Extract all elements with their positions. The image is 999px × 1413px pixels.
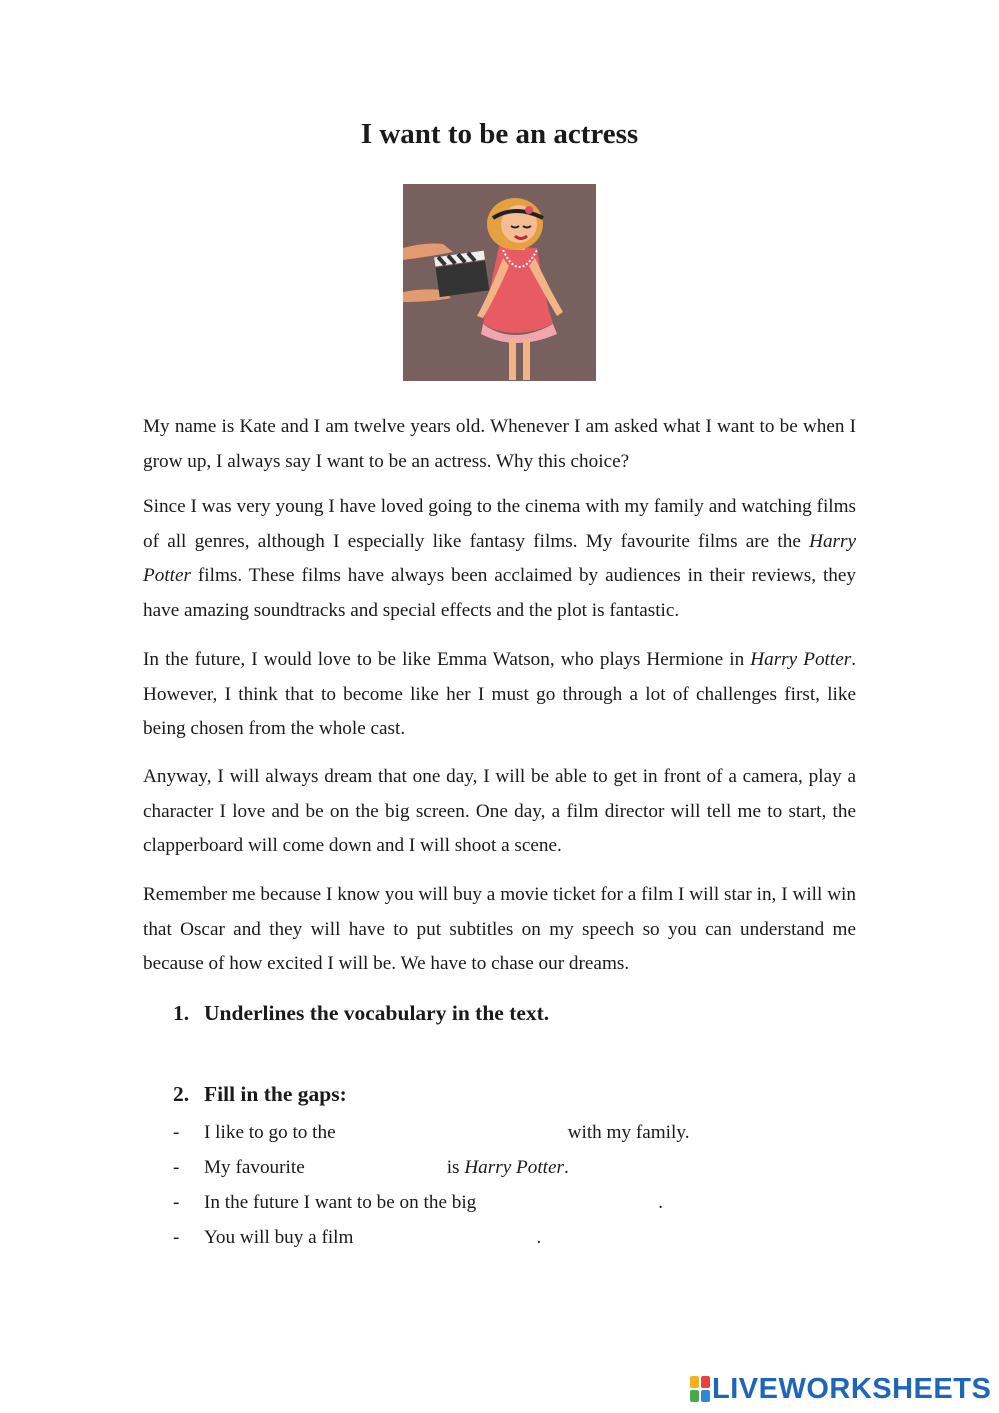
gap-sentence <box>173 1157 569 1179</box>
paragraph <box>143 760 856 864</box>
question-text: Fill in the gaps: <box>204 1082 347 1106</box>
sentence-end: . <box>658 1192 664 1213</box>
gap-sentence <box>173 1227 541 1249</box>
question-heading <box>173 1001 549 1026</box>
paragraph-text: . However, I think that to become like her I must go through a lot of challenges first, like being chosen from the whole cast. <box>143 649 856 740</box>
paragraph-text: In the future, I would love to be like Emma Watson, who plays Hermione in <box>143 649 751 670</box>
sentence-punctuation: . <box>564 1157 569 1178</box>
question-text: Underlines the vocabulary in the text. <box>204 1001 550 1025</box>
paragraph-text: films. These films have always been acclaimed by audiences in their reviews, they have amazing soundtracks and special effects and the plot is fantastic. <box>143 565 856 621</box>
answer-blank[interactable] <box>476 1192 658 1214</box>
paragraph <box>143 490 856 628</box>
answer-blank[interactable] <box>305 1157 447 1179</box>
sentence-end: with my family. <box>567 1122 690 1143</box>
film-title: Harry Potter <box>750 649 852 670</box>
paragraph-text: Since I was very young I have loved going to the cinema with my family and watching films of all genres, although I especially like fantasy films. My favourite films are the <box>143 496 856 552</box>
question-heading <box>173 1082 347 1107</box>
film-title: Harry Potter <box>464 1157 564 1178</box>
paragraph-text: Remember me because I know you will buy a movie ticket for a film I will star in, I will win that Oscar and they will have to put subtitles on my speech so you can understand me because of how excited I will be. We have to chase our dreams. <box>143 884 856 975</box>
sentence-end: . <box>536 1227 542 1248</box>
bullet-dash: - <box>173 1192 180 1213</box>
actress-illustration <box>403 184 596 381</box>
sentence-start: You will buy a film <box>204 1227 354 1248</box>
gap-sentence <box>173 1122 690 1144</box>
paragraph-text: My name is Kate and I am twelve years old. Whenever I am asked what I want to be when I grow up, I always say I want to be an actress. Why this choice? <box>143 416 856 472</box>
question-number: 2. <box>173 1082 190 1106</box>
bullet-dash: - <box>173 1122 180 1143</box>
gap-sentence <box>173 1192 663 1214</box>
answer-blank[interactable] <box>336 1122 568 1144</box>
paragraph <box>143 878 856 982</box>
sentence-end: is <box>446 1157 465 1178</box>
film-title: Harry Potter <box>143 530 856 587</box>
sentence-start: In the future I want to be on the big <box>204 1192 477 1213</box>
sentence-start: My favourite <box>204 1157 305 1178</box>
question-number: 1. <box>173 1001 190 1025</box>
paragraph <box>143 410 856 479</box>
liveworksheets-logo-icon <box>690 1376 710 1402</box>
paragraph <box>143 643 856 747</box>
paragraph-text: Anyway, I will always dream that one day, I will be able to get in front of a camera, play a character I love and be on the big screen. One day, a film director will tell me to start, the clapperboard will come down and I will shoot a scene. <box>143 766 856 857</box>
liveworksheets-footer[interactable] <box>690 1374 991 1404</box>
answer-blank[interactable] <box>353 1227 536 1249</box>
brand-name: LIVEWORKSHEETS <box>712 1373 992 1405</box>
sentence-start: I like to go to the <box>204 1122 336 1143</box>
worksheet-title: I want to be an actress <box>360 118 639 150</box>
bullet-dash: - <box>173 1157 180 1178</box>
bullet-dash: - <box>173 1227 180 1248</box>
